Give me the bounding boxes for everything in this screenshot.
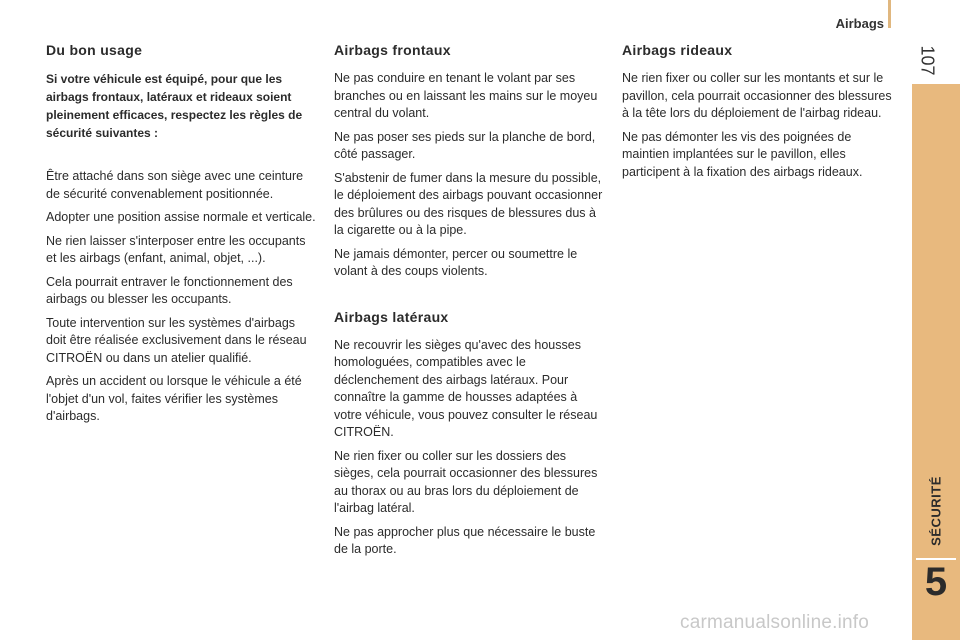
paragraph: Ne pas poser ses pieds sur la planche de bord, côté passager.: [334, 129, 596, 161]
heading-du-bon-usage: Du bon usage: [46, 42, 143, 58]
header-divider: [888, 0, 891, 28]
paragraph: Ne recouvrir les sièges qu'avec des housses homologuées, compatibles avec le déclenchement des airbags latéraux. Pour connaître la gamme de housses adaptées à votre véhicule, vous pouvez consulter le réseau CITROËN.: [334, 337, 598, 439]
paragraph: Ne pas démonter les vis des poignées de maintien implantées sur le pavillon, elles participent à la fixation des airbags rideaux.: [622, 129, 863, 179]
column-airbags-rideaux: [622, 42, 894, 187]
paragraph: Cela pourrait entraver le fonctionnement des airbags ou blesser les occupants.: [46, 274, 293, 306]
paragraph: Ne pas conduire en tenant le volant par ses branches ou en laissant les mains sur le moyeu central du volant.: [334, 71, 598, 120]
paragraph: Être attaché dans son siège avec une ceinture de sécurité convenablement positionnée.: [46, 169, 304, 201]
watermark: carmanualsonline.info: [680, 612, 870, 633]
section-spacer: [334, 287, 606, 309]
paragraph: Ne jamais démonter, percer ou soumettre le volant à des coups violents.: [334, 246, 578, 278]
paragraph: S'abstenir de fumer dans la mesure du possible, le déploiement des airbags pouvant occasionner des brûlures ou des risques de blessures dus à la cigarette ou à la pipe.: [334, 170, 603, 237]
heading-airbags-rideaux: Airbags rideaux: [622, 42, 733, 58]
heading-airbags-frontaux: Airbags frontaux: [334, 42, 451, 58]
paragraph: Adopter une position assise normale et verticale.: [46, 210, 316, 224]
paragraph: Toute intervention sur les systèmes d'airbags doit être réalisée exclusivement dans le réseau CITROËN ou dans un atelier qualifié.: [46, 315, 307, 365]
section-title: Airbags: [835, 16, 884, 31]
paragraph: Ne rien laisser s'interposer entre les occupants et les airbags (enfant, animal, objet, ...).: [46, 233, 306, 265]
lead-paragraph: Si votre véhicule est équipé, pour que les airbags frontaux, latéraux et rideaux soient pleinement efficaces, respectez les règles de sécurité suivantes :: [46, 72, 303, 140]
paragraph: Ne pas approcher plus que nécessaire le buste de la porte.: [334, 524, 596, 556]
page-number: 107: [917, 45, 938, 76]
chapter-tab: [912, 84, 960, 640]
paragraph: Après un accident ou lorsque le véhicule a été l'objet d'un vol, faites vérifier les systèmes d'airbags.: [46, 374, 302, 423]
column-airbags-frontaux-lateraux: [334, 42, 606, 565]
chapter-number: 5: [924, 560, 948, 604]
column-du-bon-usage: [46, 42, 318, 432]
paragraph: Ne rien fixer ou coller sur les montants et sur le pavillon, cela pourrait occasionner des blessures à la tête lors du déploiement de l'airbag rideau.: [622, 71, 892, 120]
paragraph: Ne rien fixer ou coller sur les dossiers des sièges, cela pourrait occasionner des blessures au thorax ou au bras lors du déploiement de l'airbag latéral.: [334, 448, 598, 515]
heading-airbags-lateraux: Airbags latéraux: [334, 308, 449, 325]
chapter-label: SÉCURITÉ: [928, 476, 944, 546]
